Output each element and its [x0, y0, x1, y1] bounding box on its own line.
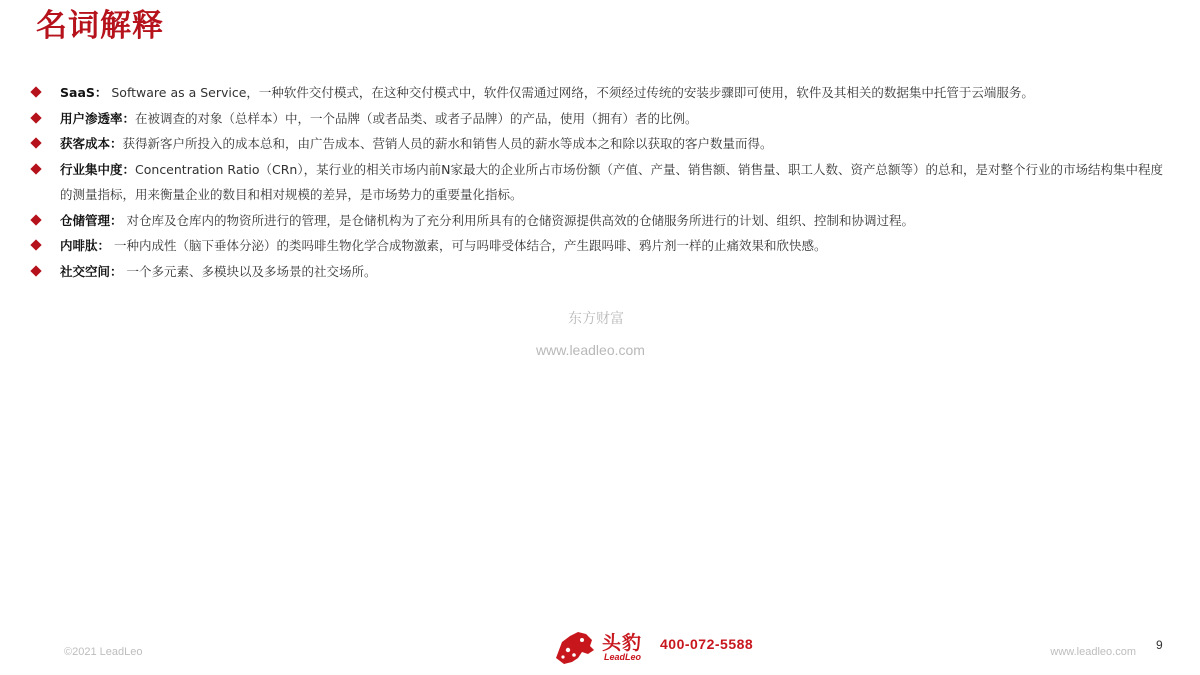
term-item: [32, 80, 1164, 106]
term-definition: 一个多元素、多模块以及多场景的社交场所。: [122, 263, 377, 279]
diamond-bullet-icon: [30, 86, 41, 97]
brand-logo: [552, 626, 792, 666]
term-name: 仓储管理：: [60, 212, 123, 228]
diamond-bullet-icon: [30, 137, 41, 148]
term-name: 社交空间：: [60, 263, 123, 279]
term-item: [32, 131, 1164, 157]
term-definition: 一种内成性（脑下垂体分泌）的类吗啡生物化学合成物激素，可与吗啡受体结合，产生跟吗啡、鸦片剂一样的止痛效果和欣快感。: [110, 238, 827, 253]
diamond-bullet-icon: [30, 112, 41, 123]
diamond-bullet-icon: [30, 214, 41, 225]
page-title: 名词解释: [36, 8, 164, 44]
brand-phone: 400-072-5588: [660, 636, 754, 652]
term-definition: Software as a Service，一种软件交付模式，在这种交付模式中，软件仅需通过网络，不须经过传统的安装步骤即可使用，软件及其相关的数据集中托管于云端服务。: [107, 85, 1034, 100]
watermark-url: www.leadleo.com: [536, 342, 645, 358]
brand-name-cn: 头豹: [602, 632, 643, 654]
footer-website: www.leadleo.com: [1050, 646, 1136, 658]
brand-name-en: LeadLeo: [604, 652, 642, 662]
diamond-bullet-icon: [30, 265, 41, 276]
term-name: 行业集中度：: [60, 161, 136, 177]
term-item: [32, 233, 1164, 259]
term-definition: 对仓库及仓库内的物资所进行的管理，是仓储机构为了充分利用所具有的仓储资源提供高效的仓储服务所进行的计划、组织、控制和协调过程。: [122, 212, 914, 228]
term-definition: 在被调查的对象（总样本）中，一个品牌（或者品类、或者子品牌）的产品，使用（拥有）者的比例。: [135, 110, 698, 126]
watermark-text: 东方财富: [568, 311, 624, 327]
diamond-bullet-icon: [30, 163, 41, 174]
term-definition: 获得新客户所投入的成本总和，由广告成本、营销人员的薪水和销售人员的薪水等成本之和除以获取的客户数量而得。: [122, 136, 773, 151]
term-item: [32, 208, 1164, 234]
term-definition: Concentration Ratio（CRn），某行业的相关市场内前N家最大的企业所占市场份额（产值、产量、销售额、销售量、职工人数、资产总额等）的总和，是对整个行业的市场结构集中程度的测量指标，用来衡量企业的数目和相对规模的差异，是市场势力的重要量化指标。: [60, 161, 1163, 202]
term-item: [32, 157, 1164, 208]
term-name: SaaS：: [60, 85, 108, 100]
term-name: 用户渗透率：: [60, 110, 136, 126]
page-number: 9: [1156, 638, 1163, 652]
term-item: [32, 106, 1164, 132]
term-list: [32, 80, 1164, 284]
diamond-bullet-icon: [30, 239, 41, 250]
footer-copyright: ©2021 LeadLeo: [64, 646, 143, 658]
leopard-logo-icon: [552, 628, 596, 666]
term-item: [32, 259, 1164, 285]
term-name: 内啡肽：: [60, 238, 111, 253]
term-name: 获客成本：: [60, 136, 123, 151]
